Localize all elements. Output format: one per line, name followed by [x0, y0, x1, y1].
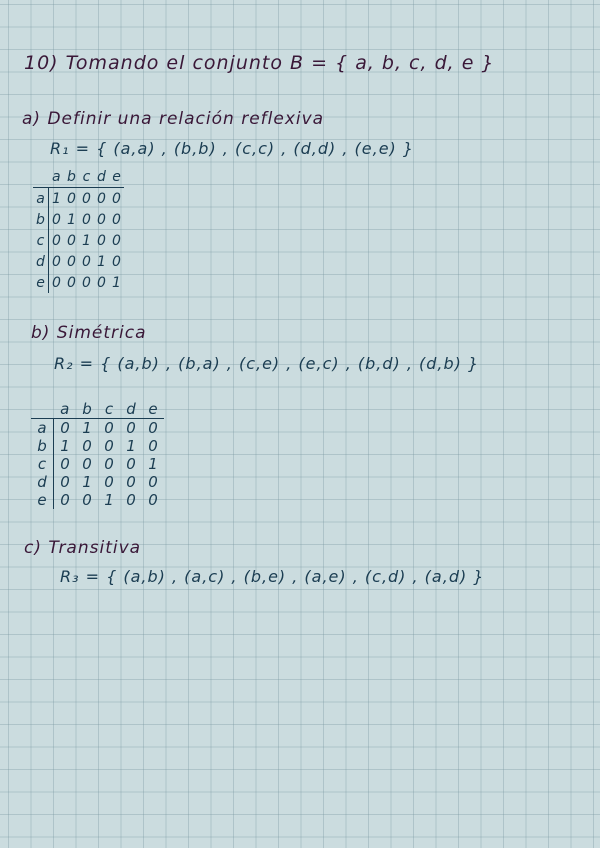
matrix-cell: 1 — [97, 253, 106, 270]
matrix-cell: 0 — [126, 455, 136, 473]
matrix-cell: 1 — [112, 274, 121, 291]
matrix-row — [33, 188, 124, 210]
symmetric-matrix — [31, 400, 164, 509]
matrix-cell: 0 — [67, 253, 76, 270]
matrix-row — [31, 473, 164, 491]
matrix-cell: 0 — [67, 274, 76, 291]
row-header: c — [33, 230, 49, 251]
matrix-cell: 1 — [104, 491, 114, 509]
col-header-c: c — [98, 400, 120, 419]
matrix-cell: 0 — [126, 491, 136, 509]
col-header-e: e — [142, 400, 164, 419]
matrix-row — [31, 437, 164, 455]
relation-r1: R₁ = { (a,a) , (b,b) , (c,c) , (d,d) , (e,e) } — [50, 139, 415, 158]
matrix-cell: 0 — [60, 473, 70, 491]
matrix-cell: 1 — [52, 190, 61, 207]
matrix-cell: 0 — [112, 232, 121, 249]
matrix-cell: 0 — [82, 455, 92, 473]
matrix-cell: 0 — [148, 419, 158, 437]
matrix-cell: 0 — [82, 437, 92, 455]
matrix-row — [33, 251, 124, 272]
col-header-a: a — [49, 166, 65, 188]
matrix-cell: 0 — [82, 211, 91, 228]
matrix-cell: 0 — [112, 253, 121, 270]
matrix-cell: 0 — [112, 190, 121, 207]
matrix-cell: 0 — [126, 473, 136, 491]
matrix-cell: 1 — [67, 211, 76, 228]
matrix-cell: 0 — [52, 232, 61, 249]
matrix-cell: 0 — [82, 253, 91, 270]
matrix-cell: 0 — [60, 491, 70, 509]
matrix-row — [31, 419, 164, 438]
matrix-cell: 1 — [82, 232, 91, 249]
matrix-corner — [33, 166, 49, 188]
col-header-a: a — [54, 400, 77, 419]
matrix-cell: 0 — [52, 211, 61, 228]
part-a-label: a) Definir una relación reflexiva — [22, 109, 325, 129]
matrix-cell: 0 — [60, 455, 70, 473]
matrix-cell: 0 — [104, 473, 114, 491]
col-header-b: b — [64, 166, 79, 188]
matrix-cell: 0 — [112, 211, 121, 228]
matrix-cell: 0 — [148, 491, 158, 509]
matrix-row — [33, 209, 124, 230]
matrix-row — [31, 491, 164, 509]
row-header: d — [31, 473, 54, 491]
col-header-c: c — [79, 166, 94, 188]
matrix-cell: 0 — [52, 253, 61, 270]
matrix-row — [33, 230, 124, 251]
matrix-cell: 1 — [82, 473, 92, 491]
matrix-cell: 0 — [82, 274, 91, 291]
matrix-row — [33, 272, 124, 293]
matrix-cell: 0 — [52, 274, 61, 291]
matrix-cell: 0 — [60, 419, 70, 437]
part-c-label: c) Transitiva — [24, 538, 142, 558]
matrix-cell: 1 — [82, 419, 92, 437]
col-header-d: d — [120, 400, 142, 419]
matrix-cell: 0 — [104, 419, 114, 437]
part-b-label: b) Simétrica — [31, 323, 147, 343]
matrix-cell: 1 — [60, 437, 70, 455]
matrix-cell: 0 — [97, 232, 106, 249]
col-header-d: d — [94, 166, 109, 188]
matrix-cell: 1 — [126, 437, 136, 455]
row-header: b — [33, 209, 49, 230]
row-header: e — [33, 272, 49, 293]
matrix-cell: 0 — [82, 491, 92, 509]
matrix-cell: 0 — [82, 190, 91, 207]
matrix-cell: 1 — [148, 455, 158, 473]
relation-r2: R₂ = { (a,b) , (b,a) , (c,e) , (e,c) , (b,d) , (d,b) } — [54, 354, 480, 373]
matrix-cell: 0 — [104, 455, 114, 473]
matrix-cell: 0 — [104, 437, 114, 455]
matrix-cell: 0 — [148, 473, 158, 491]
matrix-corner — [31, 400, 54, 419]
matrix-cell: 0 — [67, 232, 76, 249]
row-header: d — [33, 251, 49, 272]
exercise-heading: 10) Tomando el conjunto B = { a, b, c, d, e } — [24, 52, 495, 74]
matrix-cell: 0 — [97, 274, 106, 291]
row-header: b — [31, 437, 54, 455]
relation-r3: R₃ = { (a,b) , (a,c) , (b,e) , (a,e) , (c,d) , (a,d) } — [60, 567, 485, 586]
matrix-cell: 0 — [148, 437, 158, 455]
matrix-cell: 0 — [126, 419, 136, 437]
matrix-cell: 0 — [97, 190, 106, 207]
matrix-cell: 0 — [67, 190, 76, 207]
matrix-cell: 0 — [97, 211, 106, 228]
row-header: c — [31, 455, 54, 473]
col-header-e: e — [109, 166, 124, 188]
row-header: a — [33, 188, 49, 210]
row-header: e — [31, 491, 54, 509]
col-header-b: b — [76, 400, 98, 419]
matrix-row — [31, 455, 164, 473]
reflexive-matrix — [33, 166, 124, 293]
row-header: a — [31, 419, 54, 438]
